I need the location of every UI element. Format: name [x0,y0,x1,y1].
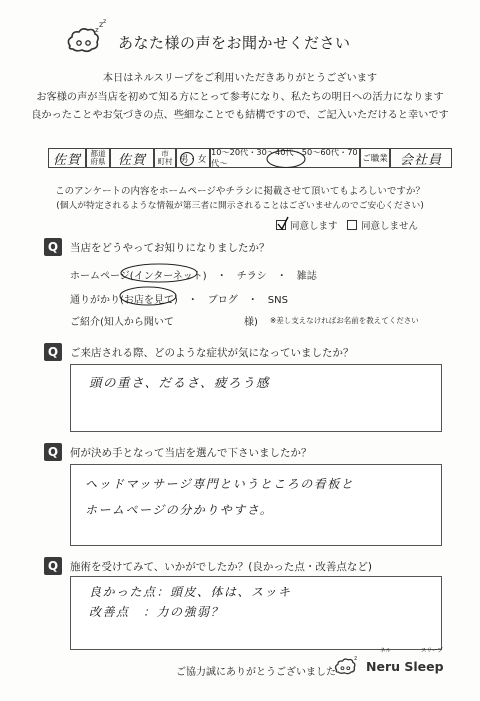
q3-answer-box[interactable] [70,464,442,546]
consent-question: このアンケートの内容をホームページやチラシに掲載させて頂いてもよろしいですか？ (個人が特定されるような情報が第三者に開示されることはございませんのでご安心ください) [55,186,425,211]
q1-options-line2: 通りがかり(お店を見て) ・ ブログ ・ SNS [70,295,288,306]
intro-text: 本日はネルスリープをご利用いただきありがとうございます お客様の声が当店を初めて知る方にとって参考になり、私たちの明日への活力になります 良かったことやお気づきの点、些細なことでも結構ですので、ご記入いただけると幸いです [31,73,449,121]
sleeping-sheep-icon [64,18,108,58]
agree-checkbox[interactable] [276,220,286,230]
q1-name-note: ※差し支えなければお名前を教えてください [270,316,419,325]
city-label: 市 町村 [154,148,176,168]
thanks-message: ご協力誠にありがとうございました [176,667,336,678]
q2-badge: Q [44,343,62,361]
selection-circle-mark [265,149,307,169]
page-title: あなた様の声をお聞かせください [118,34,351,52]
q1-options-line3: ご紹介(知人から聞いて [70,317,174,328]
brand-logo: z ネル スリープ Neru Sleep [332,652,444,678]
svg-text:z: z [103,18,107,25]
q3-answer-line2: ホームページの分かりやすさ。 [85,503,274,517]
agree-option[interactable]: 同意します [276,218,338,232]
q2-answer: 頭の重さ、だるさ、疲ろう感 [89,375,271,390]
age-select[interactable]: 10～20代・30～40代・50～60代・70代～ [210,148,360,168]
q2-question: ご来店される際、どのような症状が気になっていましたか？ [70,347,354,359]
q1-question: 当店をどうやってお知りになりましたか？ [70,242,270,254]
gender-select[interactable]: 男・女 [176,148,210,168]
q3-question: 何が決め手となって当店を選んで下さいましたか？ [70,447,312,459]
occupation-label: ご職業 [360,148,390,168]
q1-options-line1: ホームページ(インターネット) ・ チラシ ・ 雑誌 [70,271,317,282]
q3-answer-line1: ヘッドマッサージ専門というところの看板と [85,477,355,491]
check-mark-icon [276,216,290,232]
brand-name: Neru Sleep [366,658,444,674]
q4-answer-box[interactable] [70,576,442,650]
disagree-checkbox[interactable] [347,220,357,230]
q4-badge: Q [44,557,62,575]
q3-badge: Q [44,443,62,461]
prefecture-field[interactable]: 佐賀 [48,148,86,168]
customer-info-row [48,146,452,170]
prefecture-label: 都道 府県 [86,148,110,168]
q1-options-line3-end: 様) [244,317,258,328]
svg-text:z: z [95,26,99,34]
selection-circle-mark [179,151,195,167]
q1-badge: Q [44,238,62,256]
svg-text:z: z [354,655,358,662]
q2-answer-box[interactable] [70,364,442,432]
sleeping-sheep-icon [332,652,362,678]
svg-text:z: z [99,20,104,29]
q4-answer-line2: 改善点 ：力の強弱？ [89,605,225,619]
disagree-option[interactable]: 同意しません [347,218,418,232]
city-field[interactable]: 佐賀 [110,148,154,168]
q4-question: 施術を受けてみて、いかがでしたか？(良かった点・改善点など) [70,561,372,573]
occupation-field[interactable]: 会社員 [390,148,452,168]
q4-answer-line1: 良かった点：頭皮、体は、スッキ [89,585,292,599]
selection-circle-mark [118,285,178,307]
selection-circle-mark [118,262,200,284]
